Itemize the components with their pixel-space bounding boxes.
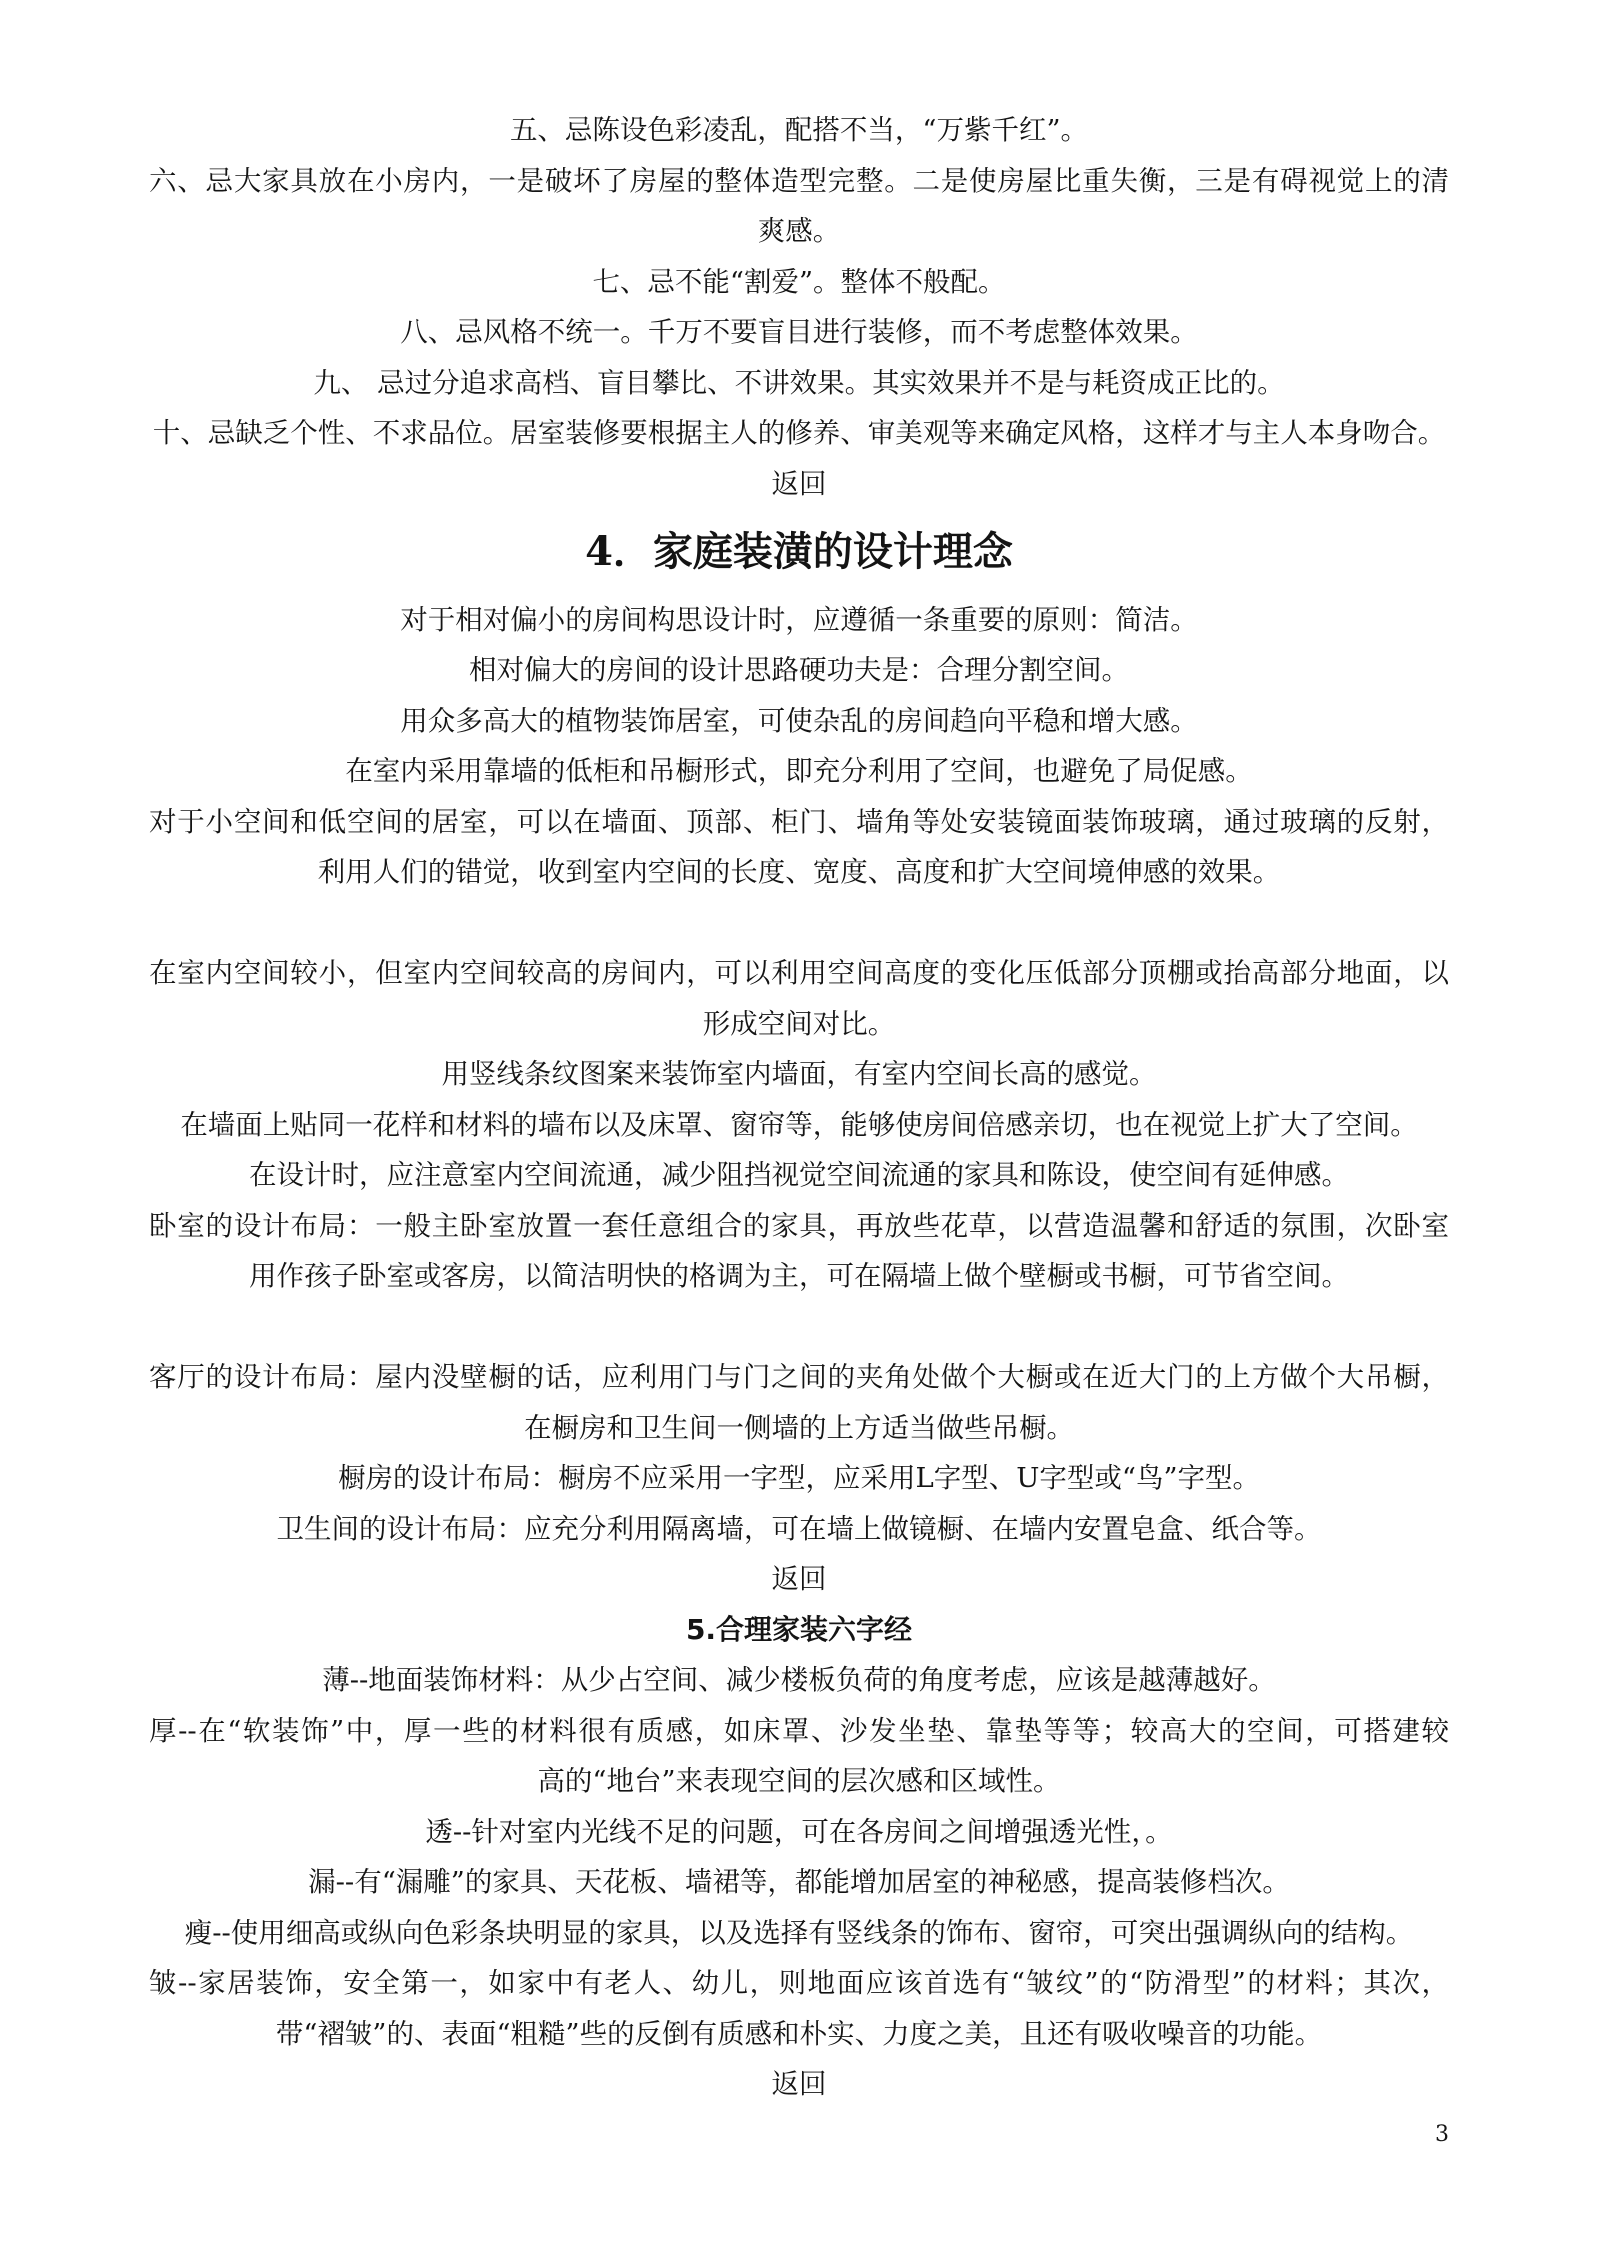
principle-item — [0, 1958, 1598, 2059]
back-link[interactable]: 返回 — [771, 1563, 827, 1595]
paragraph-line: 卧室的设计布局：一般主卧室放置一套任意组合的家具，再放些花草，以营造温馨和舒适的氛围，次卧室 — [149, 1209, 1449, 1242]
paragraph — [0, 1201, 1598, 1302]
rule-item-10 — [0, 408, 1598, 459]
principle-item — [0, 1807, 1598, 1858]
paragraph-line: 在橱房和卫生间一侧墙的上方适当做些吊橱。 — [524, 1411, 1074, 1444]
paragraph-line: 在墙面上贴同一花样和材料的墙布以及床罩、窗帘等，能够使房间倍感亲切，也在视觉上扩大了空间。 — [180, 1108, 1418, 1141]
paragraph-line: 瘦--使用细高或纵向色彩条块明显的家具，以及选择有竖线条的饰布、窗帘，可突出强调纵向的结构。 — [184, 1916, 1414, 1949]
paragraph — [0, 797, 1598, 898]
rule-item-5 — [0, 105, 1598, 156]
rule-item-6 — [0, 156, 1598, 257]
rule-item-7 — [0, 257, 1598, 308]
paragraph-line: 相对偏大的房间的设计思路硬功夫是：合理分割空间。 — [469, 654, 1129, 686]
paragraph-line: 带“褶皱”的、表面“粗糙”些的反倒有质感和朴实、力度之美，且还有吸收噪音的功能。 — [275, 2017, 1323, 2050]
paragraph — [0, 1453, 1598, 1504]
paragraph — [0, 1150, 1598, 1201]
paragraph-line: 在室内空间较小，但室内空间较高的房间内，可以利用空间高度的变化压低部分顶棚或抬高部分地面，以 — [149, 957, 1449, 989]
paragraph-line: 橱房的设计布局：橱房不应采用一字型，应采用L字型、U字型或“鸟”字型。 — [337, 1462, 1261, 1494]
blank-line — [0, 898, 1598, 949]
section-4-design-concepts — [0, 509, 1598, 1605]
paragraph-line: 利用人们的错觉，收到室内空间的长度、宽度、高度和扩大空间境伸感的效果。 — [317, 856, 1281, 888]
paragraph — [0, 696, 1598, 747]
paragraph-line: 厚--在“软装饰”中，厚一些的材料很有质感，如床罩、沙发坐垫、靠垫等等；较高大的空间，可搭建较 — [149, 1714, 1449, 1747]
section-5-six-word-guide — [0, 1605, 1598, 2110]
paragraph-line: 皱--家居装饰，安全第一，如家中有老人、幼儿，则地面应该首选有“皱纹”的“防滑型”的材料；其次， — [149, 1967, 1449, 1999]
paragraph-line: 七、忌不能“割爱”。整体不般配。 — [592, 265, 1006, 298]
paragraph — [0, 1352, 1598, 1453]
paragraph-line: 八、忌风格不统一。千万不要盲目进行装修，而不考虑整体效果。 — [400, 316, 1198, 348]
paragraph — [0, 645, 1598, 696]
paragraph-line: 用作孩子卧室或客房，以简洁明快的格调为主，可在隔墙上做个壁橱或书橱，可节省空间。 — [249, 1260, 1349, 1292]
page-number: 3 — [1435, 2121, 1449, 2147]
rule-item-9 — [0, 358, 1598, 409]
principle-item — [0, 1908, 1598, 1959]
paragraph-line: 五、忌陈设色彩凌乱，配搭不当，“万紫千红”。 — [509, 114, 1089, 146]
paragraph — [0, 1100, 1598, 1151]
paragraph-line: 透--针对室内光线不足的问题，可在各房间之间增强透光性，。 — [425, 1815, 1173, 1848]
paragraph-line: 十、忌缺乏个性、不求品位。居室装修要根据主人的修养、审美观等来确定风格，这样才与主人本身吻合。 — [152, 417, 1446, 449]
paragraph — [0, 746, 1598, 797]
paragraph-line: 爽感。 — [757, 215, 841, 247]
principle-item — [0, 1706, 1598, 1807]
paragraph-line: 九、 忌过分追求高档、盲目攀比、不讲效果。其实效果并不是与耗资成正比的。 — [313, 366, 1285, 399]
paragraph-line: 在室内采用靠墙的低柜和吊橱形式，即充分利用了空间，也避免了局促感。 — [345, 755, 1253, 787]
paragraph-line: 漏--有“漏雕”的家具、天花板、墙裙等，都能增加居室的神秘感，提高装修档次。 — [308, 1866, 1290, 1898]
paragraph — [0, 1049, 1598, 1100]
paragraph — [0, 1504, 1598, 1555]
paragraph-line: 客厅的设计布局：屋内没壁橱的话，应利用门与门之间的夹角处做个大橱或在近大门的上方做个大吊橱， — [149, 1361, 1449, 1393]
principle-item — [0, 1655, 1598, 1706]
paragraph-line: 卫生间的设计布局：应充分利用隔离墙，可在墙上做镜橱、在墙内安置皂盒、纸合等。 — [276, 1512, 1322, 1545]
paragraph-line: 用竖线条纹图案来装饰室内墙面，有室内空间长高的感觉。 — [441, 1058, 1157, 1090]
paragraph-line: 六、忌大家具放在小房内，一是破坏了房屋的整体造型完整。二是使房屋比重失衡，三是有碍视觉上的清 — [149, 164, 1449, 197]
paragraph-line: 用众多高大的植物装饰居室，可使杂乱的房间趋向平稳和增大感。 — [400, 704, 1198, 737]
paragraph — [0, 948, 1598, 1049]
back-link[interactable]: 返回 — [771, 467, 827, 500]
paragraph-line: 对于相对偏小的房间构思设计时，应遵循一条重要的原则：简洁。 — [400, 603, 1198, 636]
paragraph-line: 高的“地台”来表现空间的层次感和区域性。 — [537, 1765, 1061, 1797]
paragraph-line: 形成空间对比。 — [702, 1007, 896, 1040]
paragraph-line: 对于小空间和低空间的居室，可以在墙面、顶部、柜门、墙角等处安装镜面装饰玻璃，通过玻璃的反射， — [149, 805, 1449, 838]
rule-item-8 — [0, 307, 1598, 358]
paragraph — [0, 595, 1598, 646]
paragraph-line: 薄--地面装饰材料：从少占空间、减少楼板负荷的角度考虑，应该是越薄越好。 — [322, 1664, 1276, 1696]
paragraph-line: 在设计时，应注意室内空间流通，减少阻挡视觉空间流通的家具和陈设，使空间有延伸感。 — [249, 1159, 1349, 1191]
principle-item — [0, 1857, 1598, 1908]
blank-line — [0, 1302, 1598, 1353]
section-heading: 5.合理家装六字经 — [685, 1612, 913, 1646]
back-link[interactable]: 返回 — [771, 2068, 827, 2100]
section-3-rules — [0, 105, 1598, 509]
section-heading: 4．家庭装潢的设计理念 — [585, 528, 1013, 575]
